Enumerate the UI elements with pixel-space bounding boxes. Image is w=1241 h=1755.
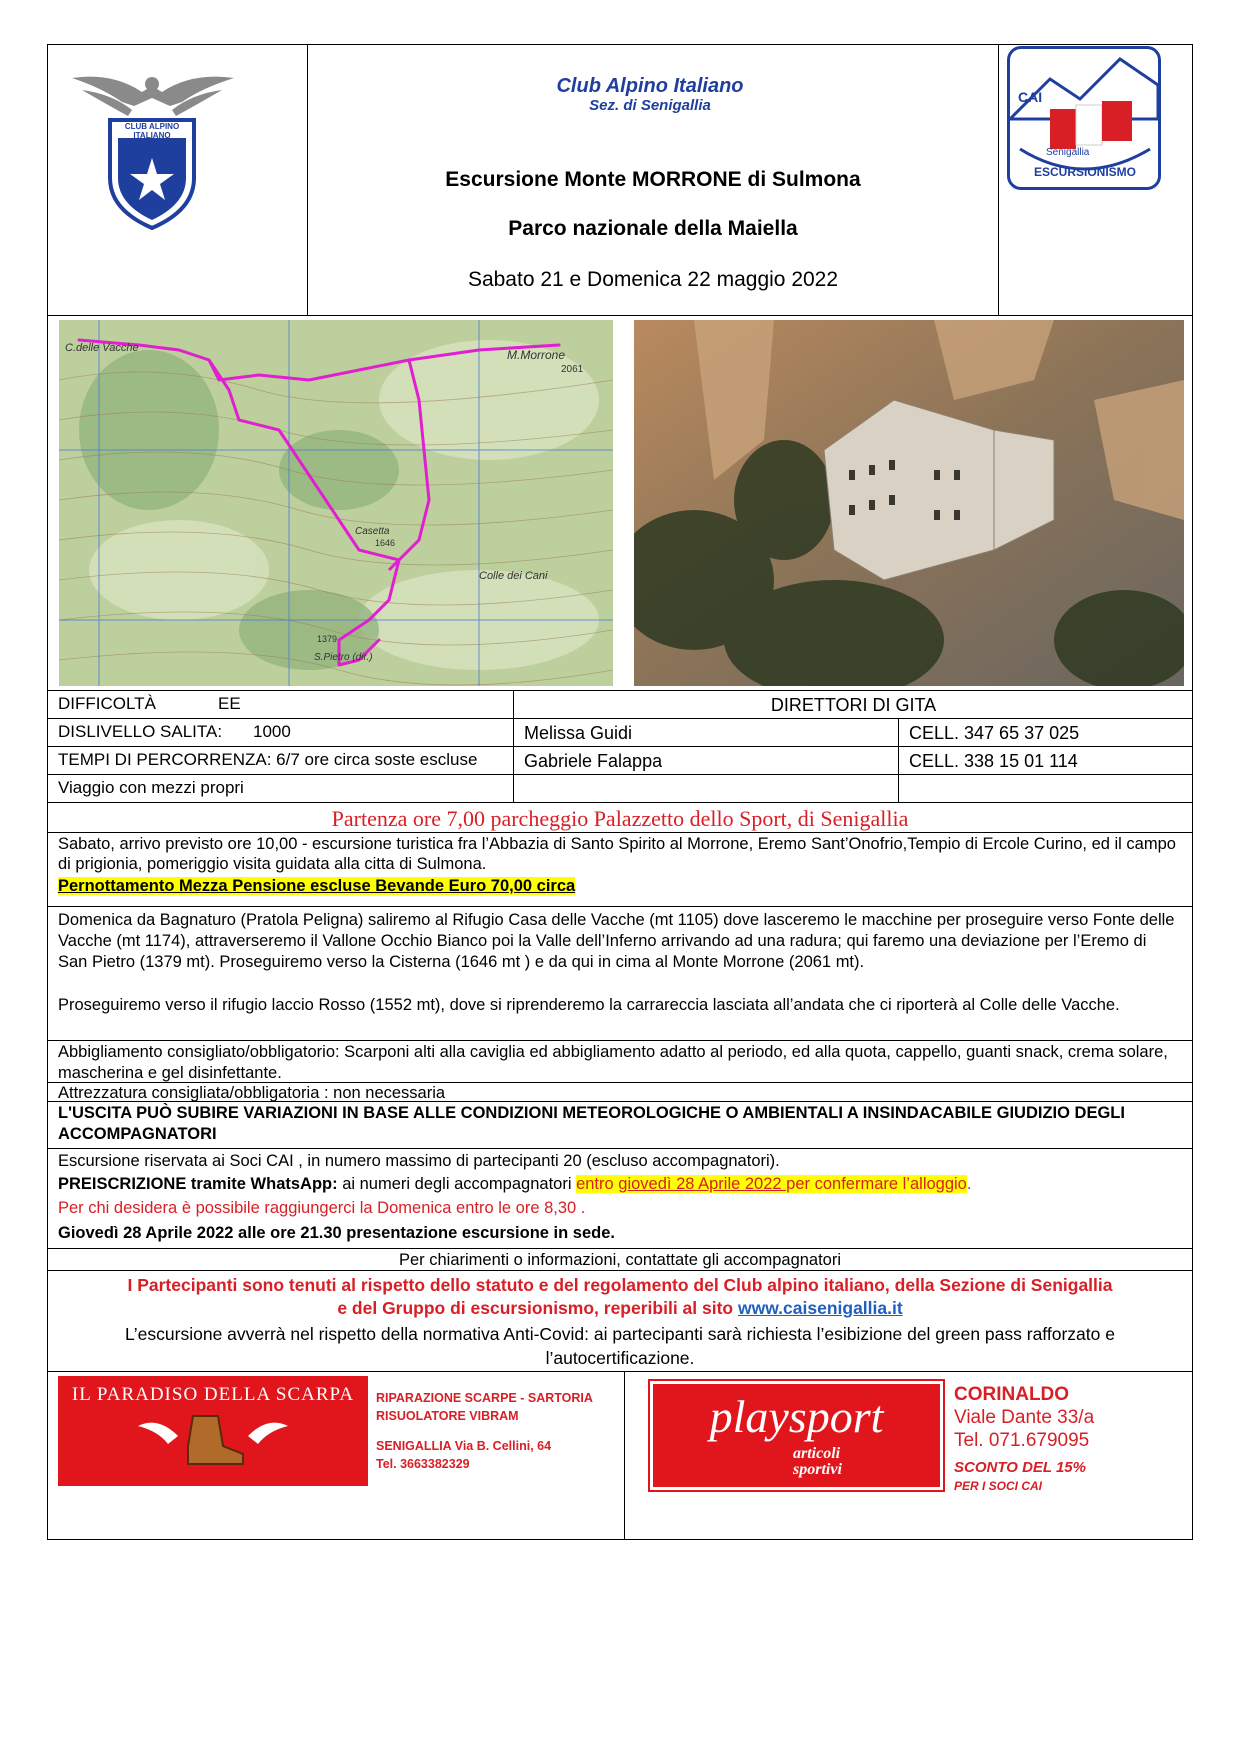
sunday-return: Proseguiremo verso il rifugio laccio Rosso (1552 mt), dove si riprenderemo la carrareccia lasciata all’andata che ci riporterà al Colle delle Vacche. — [58, 996, 1120, 1014]
contact-info: Per chiarimenti o informazioni, contattate gli accompagnatori — [398, 1251, 842, 1269]
route-map — [59, 320, 613, 686]
ad-right-city: CORINALDO — [954, 1384, 1070, 1405]
preregistration-deadline-c: per confermare l’alloggio — [786, 1175, 967, 1193]
directors-header: DIRETTORI DI GITA — [770, 695, 937, 715]
cai-escursionismo-logo — [1007, 46, 1161, 190]
covid-info: L’escursione avverrà nel rispetto della normativa Anti-Covid: ai partecipanti sarà richiesta l’esibizione del green pass rafforzato e l’autocertificazione. — [125, 1324, 1115, 1368]
right-logo-city: Senigallia — [1046, 147, 1090, 158]
left-logo-text: CLUB ALPINO ITALIANO — [124, 122, 180, 140]
ad-left-line-1: RIPARAZIONE SCARPE - SARTORIA — [376, 1391, 593, 1405]
map-label-summit: M.Morrone — [507, 348, 566, 362]
director-name-2: Gabriele Falappa — [524, 751, 663, 771]
map-label-start: C.delle Vacche — [65, 342, 139, 354]
ad-right-sub-2: sportivi — [793, 1461, 842, 1478]
ad-right-street: Viale Dante 33/a — [954, 1407, 1095, 1428]
map-label-1646: 1646 — [375, 538, 396, 548]
departure-info: Partenza ore 7,00 parcheggio Palazzetto dello Sport, di Senigallia — [331, 806, 909, 831]
hermitage-photo — [634, 320, 1184, 686]
saturday-accommodation — [58, 876, 1180, 897]
ad-right-brand: playsport — [709, 1391, 884, 1442]
ad-right-members: PER I SOCI CAI — [954, 1479, 1043, 1493]
preregistration-text: ai numeri degli accompagnatori — [337, 1175, 577, 1193]
walking-times: TEMPI DI PERCORRENZA: 6/7 ore circa soste escluse — [58, 750, 478, 769]
map-label-1379: 1379 — [317, 634, 338, 644]
sunday-join-info: Per chi desidera è possibile raggiungerci la Domenica entro le ore 8,30 . — [58, 1199, 586, 1217]
travel-info: Viaggio con mezzi propri — [58, 778, 244, 797]
weather-warning: L'USCITA PUÒ SUBIRE VARIAZIONI IN BASE ALLE CONDIZIONI METEOROLOGICHE O AMBIENTALI A INSINDACABILE GIUDIZIO DEGLI ACCOMPAGNATORI — [58, 1104, 1125, 1143]
rules-line-2-text: e del Gruppo di escursionismo, reperibili al sito — [337, 1298, 738, 1318]
club-name: Club Alpino Italiano — [556, 75, 744, 97]
clothing-info: Abbigliamento consigliato/obbligatorio: Scarponi alti alla caviglia ed abbigliamento adatto al periodo, ed alla quota, cappello, guanti snack, crema solare, mascherina e gel disinfettante. — [58, 1043, 1168, 1082]
difficulty-label: DIFFICOLTÀ — [58, 694, 156, 713]
page-subtitle: Parco nazionale della Maiella — [508, 217, 798, 240]
ad-right-sub-1: articoli — [793, 1445, 841, 1462]
rules-line-1: I Partecipanti sono tenuti al rispetto dello statuto e del regolamento del Club alpino italiano, della Sezione di Senigallia — [127, 1275, 1113, 1295]
sunday-description: Domenica da Bagnaturo (Pratola Peligna) saliremo al Rifugio Casa delle Vacche (mt 1105) dove lasceremo le macchine per proseguire verso Fonte delle Vacche (mt 1174), attraverseremo il Vallone Occhio Bianco poi la Valle dell’Inferno arrivando ad una radura; qui faremo una deviazione per l’Eremo di San Pietro (1379 mt). Proseguiremo verso la Cisterna (1646 mt ) e da qui in cima al Monte Morrone (2061 mt). — [58, 911, 1175, 971]
accommodation-highlight: Pernottamento Mezza Pensione escluse Bevande Euro 70,00 circa — [58, 877, 576, 895]
ad-left-line-2: RISUOLATORE VIBRAM — [376, 1409, 519, 1423]
map-label-spietro: S.Pietro (dir.) — [314, 652, 373, 663]
preregistration-deadline-a: entro — [576, 1175, 619, 1193]
site-link[interactable]: www.caisenigallia.it — [737, 1298, 903, 1318]
rules-line-2 — [47, 1297, 1193, 1319]
route-map-image — [59, 320, 613, 686]
preregistration-label: PREISCRIZIONE tramite WhatsApp: — [58, 1175, 338, 1193]
ad-left-phone: Tel. 3663382329 — [376, 1457, 470, 1471]
director-name-1: Melissa Guidi — [524, 723, 633, 743]
ad-right-phone: Tel. 071.679095 — [954, 1430, 1090, 1451]
club-section: Sez. di Senigallia — [589, 97, 711, 114]
cai-eagle-logo — [62, 58, 242, 238]
saturday-description: Sabato, arrivo previsto ore 10,00 - escursione turistica fra l’Abbazia di Santo Spirito al Morrone, Eremo Sant’Onofrio,Tempio di Ercole Curino, ed il campo di prigionia, pomeriggio visita guidata alla citta di Sulmona. — [58, 835, 1176, 873]
director-phone-2: CELL. 338 15 01 114 — [909, 751, 1078, 771]
event-date: Sabato 21 e Domenica 22 maggio 2022 — [467, 268, 839, 291]
map-label-colle: Colle dei Cani — [479, 570, 548, 582]
preregistration-deadline-b: giovedì 28 Aprile 2022 — [618, 1175, 787, 1193]
presentation-info: Giovedì 28 Aprile 2022 alle ore 21.30 presentazione escursione in sede. — [58, 1224, 615, 1242]
page-title: Escursione Monte MORRONE di Sulmona — [445, 168, 861, 191]
registration-limit: Escursione riservata ai Soci CAI , in numero massimo di partecipanti 20 (escluso accompagnatori). — [58, 1152, 780, 1170]
ad-left-brand: IL PARADISO DELLA SCARPA — [71, 1384, 355, 1405]
difficulty-value: EE — [218, 694, 241, 713]
preregistration-end: . — [966, 1175, 972, 1193]
hermitage-photo-image — [634, 320, 1184, 686]
cai-eagle-logo-icon — [62, 58, 242, 238]
right-logo-group: ESCURSIONISMO — [1033, 165, 1136, 179]
map-label-summit-alt: 2061 — [561, 364, 584, 375]
ad-playsport — [650, 1381, 943, 1490]
director-phone-1: CELL. 347 65 37 025 — [909, 723, 1080, 743]
preregistration — [58, 1174, 1180, 1195]
ad-right-discount: SCONTO DEL 15% — [954, 1459, 1086, 1476]
elevation-label: DISLIVELLO SALITA: — [58, 722, 223, 741]
ad-paradiso-della-scarpa — [58, 1376, 368, 1486]
equipment-info: Attrezzatura consigliata/obbligatoria : non necessaria — [58, 1084, 446, 1102]
map-label-casetta: Casetta — [355, 526, 390, 537]
ad-left-address: SENIGALLIA Via B. Cellini, 64 — [376, 1439, 552, 1453]
elevation-value: 1000 — [253, 722, 291, 741]
right-logo-cai: CAI — [1018, 89, 1043, 105]
